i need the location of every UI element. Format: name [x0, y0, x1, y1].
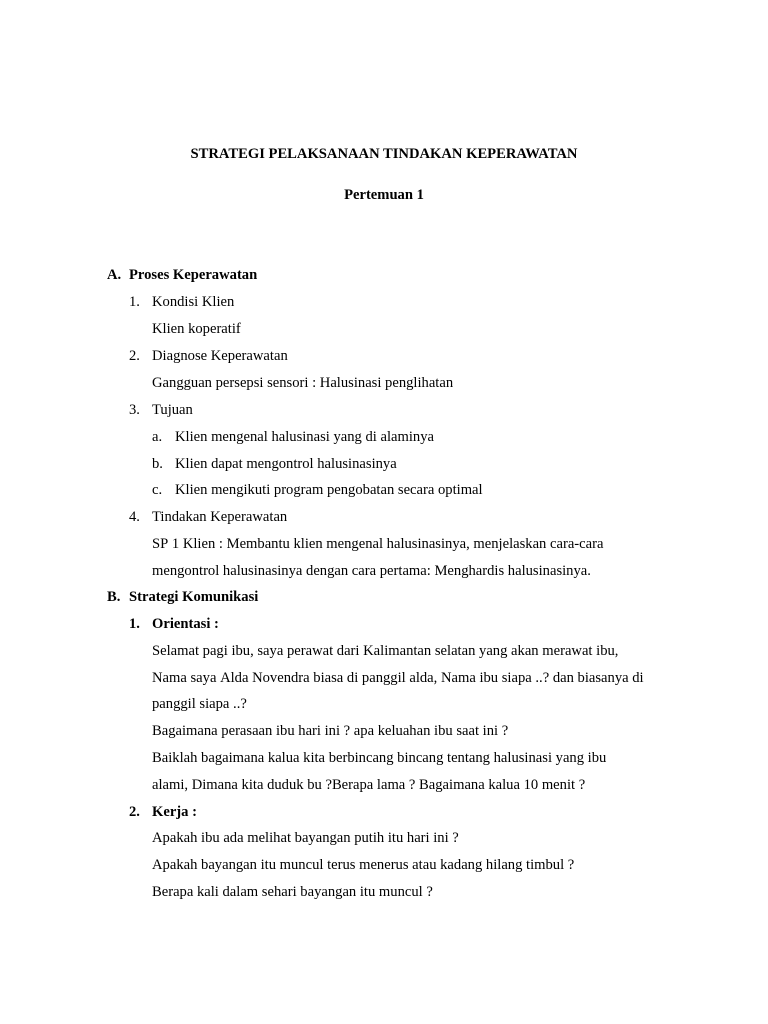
- item-4-number: 4.: [129, 509, 140, 525]
- item-4-paragraph-line-1: SP 1 Klien : Membantu klien mengenal halusinasinya, menjelaskan cara-cara: [152, 536, 604, 552]
- item-2-number: 2.: [129, 348, 140, 364]
- orientasi-line-4: Bagaimana perasaan ibu hari ini ? apa keluahan ibu saat ini ?: [152, 723, 509, 739]
- item-2-text: Gangguan persepsi sensori : Halusinasi penglihatan: [152, 375, 454, 391]
- goal-b-marker: b.: [152, 456, 163, 472]
- item-3-number: 3.: [129, 402, 140, 418]
- goal-a-text: Klien mengenal halusinasi yang di alaminya: [175, 429, 434, 445]
- kerja-number: 2.: [129, 804, 140, 820]
- orientasi-line-3: panggil siapa ..?: [152, 696, 247, 712]
- item-1-number: 1.: [129, 294, 140, 310]
- section-b-marker: B.: [107, 589, 121, 605]
- orientasi-line-6: alami, Dimana kita duduk bu ?Berapa lama ? Bagaimana kalua 10 menit ?: [152, 777, 586, 793]
- goal-b-text: Klien dapat mengontrol halusinasinya: [175, 456, 397, 472]
- kerja-line-2: Apakah bayangan itu muncul terus menerus atau kadang hilang timbul ?: [152, 857, 575, 873]
- item-1-label: Kondisi Klien: [152, 294, 235, 310]
- section-a-marker: A.: [107, 267, 122, 283]
- goal-c-marker: c.: [152, 482, 163, 498]
- item-4-paragraph-line-2: mengontrol halusinasinya dengan cara pertama: Menghardis halusinasinya.: [152, 563, 591, 579]
- kerja-line-3: Berapa kali dalam sehari bayangan itu muncul ?: [152, 884, 433, 900]
- kerja-line-1: Apakah ibu ada melihat bayangan putih itu hari ini ?: [152, 830, 459, 846]
- kerja-label: Kerja :: [152, 804, 197, 820]
- orientasi-label: Orientasi :: [152, 616, 219, 632]
- orientasi-line-1: Selamat pagi ibu, saya perawat dari Kalimantan selatan yang akan merawat ibu,: [152, 643, 619, 659]
- orientasi-line-2: Nama saya Alda Novendra biasa di panggil alda, Nama ibu siapa ..? dan biasanya di: [152, 670, 644, 686]
- section-b-heading: Strategi Komunikasi: [129, 589, 259, 605]
- document-subtitle: Pertemuan 1: [344, 187, 424, 203]
- orientasi-line-5: Baiklah bagaimana kalua kita berbincang bincang tentang halusinasi yang ibu: [152, 750, 607, 766]
- item-3-label: Tujuan: [152, 402, 193, 418]
- item-1-text: Klien koperatif: [152, 321, 241, 337]
- goal-a-marker: a.: [152, 429, 163, 445]
- document-title: STRATEGI PELAKSANAAN TINDAKAN KEPERAWATAN: [190, 146, 578, 162]
- item-4-label: Tindakan Keperawatan: [152, 509, 288, 525]
- goal-c-text: Klien mengikuti program pengobatan secara optimal: [175, 482, 483, 498]
- item-2-label: Diagnose Keperawatan: [152, 348, 288, 364]
- orientasi-number: 1.: [129, 616, 140, 632]
- section-a-heading: Proses Keperawatan: [129, 267, 258, 283]
